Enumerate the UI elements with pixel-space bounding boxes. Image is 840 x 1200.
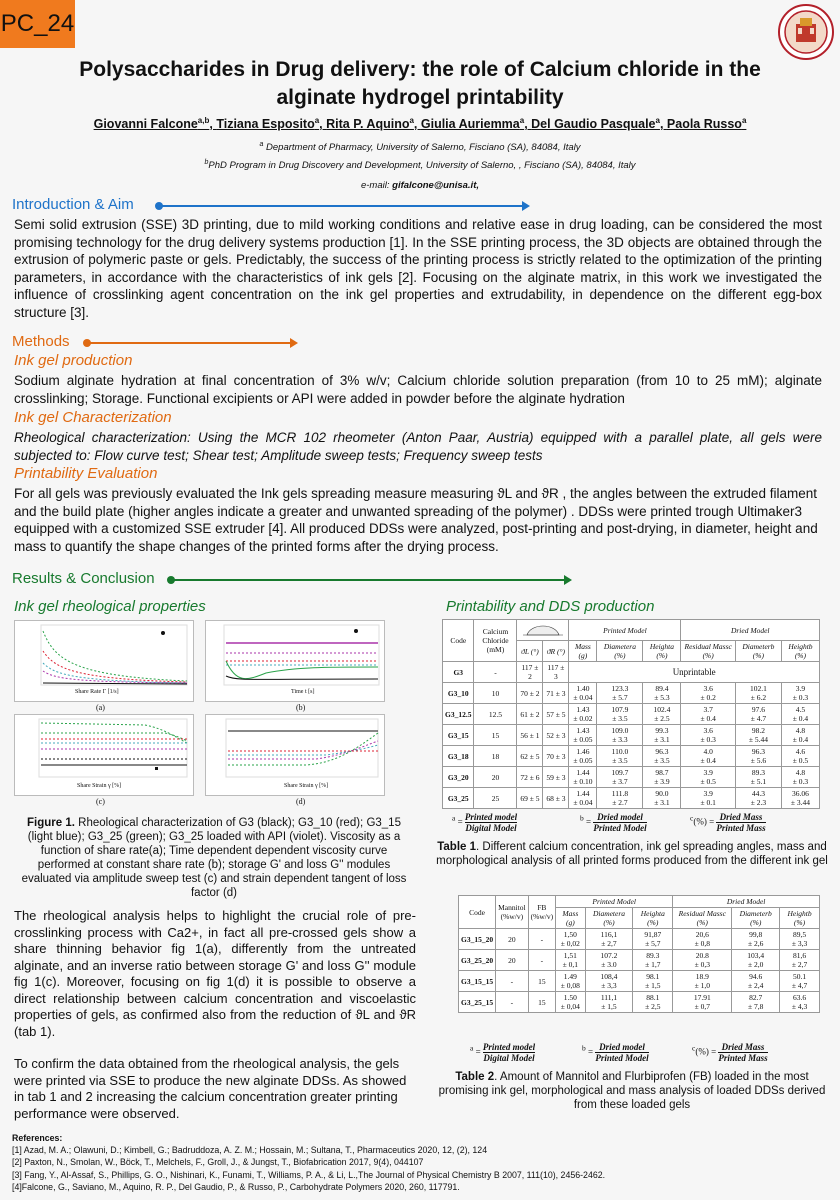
table1-cell-height: 102.4 ± 2.5 [643,704,681,725]
table2-header-fb [528,896,556,929]
table1-cell-dried-diameter: 97.6 ± 4.7 [735,704,781,725]
formula-a-num: Printed model [464,812,518,822]
table2-header-fb-text: FB [537,903,547,912]
table1-cell-diameter: 107.9 ± 3.5 [597,704,643,725]
methods-arrow-icon [86,342,296,344]
table1-header-diam: Diametera (%) [597,641,643,662]
table2-cell-fb: 15 [528,971,556,992]
table2-cell-mannitol: - [496,971,529,992]
references [12,1132,832,1193]
table2-header-resid: Residual Massc (%) [673,908,732,929]
table2-caption [432,1070,832,1112]
results-arrow-icon [170,579,570,581]
email-label: e-mail: [360,180,393,191]
reference-item: [4]Falcone, G., Saviano, M., Aquino, R. P., Del Gaudio, P., & Russo, P., Carbohydrate Polymers 2020, 260, 117791. [12,1181,460,1192]
table2-cell-mass: 1.49 ± 0,08 [556,971,586,992]
plot-a-label: (a) [96,703,105,712]
university-seal-icon [778,4,834,60]
table1-header-cacl-text: Calcium Chloride [482,627,509,645]
table1-row [443,725,820,746]
table1 [442,619,820,809]
table1-cell-dried-height: 4.8 ± 0.3 [781,767,819,788]
formula2-a-den: Digital Model [483,1053,535,1063]
section-heading-methods: Methods [12,333,70,350]
table1-cell-thetaR: 70 ± 3 [543,746,569,767]
table2-cell-residual-mass: 20.8 ± 0,3 [673,950,732,971]
formula2-c-num: Dried Mass [718,1042,767,1053]
table1-cell-height: 90.0 ± 3.1 [643,788,681,809]
table1-header-height: Heighta (%) [643,641,681,662]
figure1-caption-label: Figure 1. [27,817,75,829]
table2-header-diam: Diametera (%) [585,908,633,929]
methods-production-text: Sodium alginate hydration at final concentration of 3% w/v; Calcium chloride solution preparation (from 10 to 25 mM); alginate crosslinking; Storage. Functional excipients or API were added in powder before the alginate hydration [14,373,822,406]
table1-cell-residual-mass: 3.6 ± 0.2 [681,683,735,704]
table2-cell-residual-mass: 18.9 ± 1,0 [673,971,732,992]
plot-d-tan-delta-vs-strain [205,714,385,796]
table2-header-printed: Printed Model [556,896,673,908]
table1-cell-code: G3_20 [443,767,474,788]
table2-header-mannitol-text: Mannitol [498,903,526,912]
table1-cell-thetaR: 59 ± 3 [543,767,569,788]
plot-b-label: (b) [296,703,306,712]
table1-cell-mass: 1.46 ± 0.05 [569,746,597,767]
table2-cell-residual-mass: 20,6 ± 0,8 [673,929,732,950]
formula2-b-den: Printed Model [595,1053,649,1063]
table1-header-code: Code [443,620,474,662]
table2-cell-mannitol: 20 [496,950,529,971]
table1-cell-cacl: 10 [474,683,517,704]
plot-d-xlabel: Share Strain γ [%] [284,783,329,789]
affiliation-a-marker: a [259,141,264,148]
formula-a: $^a$ = $\frac{\text{Printed model}}{\text{Digital Model}}$ [452,812,518,833]
formula-a-sup: a [452,813,456,823]
formula2-c-den: Printed Mass [718,1053,768,1063]
table2-cell-height: 91,87 ± 5,7 [633,929,673,950]
affiliation-b-text: PhD Program in Drug Discovery and Development, University of Salerno, , Fisciano (SA), 84084, Italy [208,160,636,172]
table1-cell-thetaL: 70 ± 2 [517,683,543,704]
references-list [12,1144,832,1193]
table1-cell-residual-mass: 3.9 ± 0.1 [681,788,735,809]
figure1-caption-text: Rheological characterization of G3 (black); G3_10 (red); G3_15 (light blue); G3_25 (green); G3_25 loaded with API (violet). Viscosity as a function of share rate(a); Time dependent dependent viscosity curve performed at constant share rate (b); storage G' and loss G'' modules evaluated via amplitude sweep test (c) and strain dependent tangent of loss factor (d) [21,817,407,899]
poster-title: Polysaccharides in Drug delivery: the role of Calcium chloride in the alginate hydrogel printability [79,58,761,109]
author-affiliation-marker: a [314,116,320,125]
table2-cell-fb: 15 [528,992,556,1013]
table1-row [443,662,820,683]
reference-item: [1] Azad, M. A.; Olawuni, D.; Kimbell, G.; Badruddoza, A. Z. M.; Hossain, M.; Sultana, T., Pharmaceutics 2020, 12, (2), 124 [12,1145,488,1156]
table1-cell-code: G3 [443,662,474,683]
results-paragraph-2: To confirm the data obtained from the rheological analysis, the gels were printed via SSE to produce the new alginate DDSs. As showed in tab 1 and 2 increasing the calcium concentration greater printing performance were observed. [14,1056,407,1121]
reference-item: [2] Paxton, N., Smolan, W., Böck, T., Melchels, F., Groll, J., & Jungst, T., Biofabrication 2017, 9(4), 044107 [12,1157,424,1168]
table1-cell-thetaL: 72 ± 6 [517,767,543,788]
table1-cell-diameter: 109.7 ± 3.7 [597,767,643,788]
plot-b-xlabel: Time t [s] [291,689,315,695]
table1-cell-dried-diameter: 102.1 ± 6.2 [735,683,781,704]
table2-cell-dried-height: 50.1 ± 4,7 [780,971,820,992]
table2-header-code: Code [459,896,496,929]
table2-cell-code: G3_25_15 [459,992,496,1013]
table2-cell-mass: 1.50 ± 0,04 [556,992,586,1013]
affiliation-b [0,159,840,171]
plot-c-moduli-vs-strain [14,714,194,796]
table2-cell-diameter: 116,1 ± 2,7 [585,929,633,950]
table2-header-mannitol [496,896,529,929]
table2-cell-height: 89.3 ± 1,7 [633,950,673,971]
table1-cell-thetaR: 71 ± 3 [543,683,569,704]
table2 [458,895,820,1013]
table1-header-diam-b: Diameterb (%) [735,641,781,662]
table2-cell-fb: - [528,950,556,971]
intro-arrow-icon [158,205,528,207]
table1-cell-dried-diameter: 96.3 ± 5.6 [735,746,781,767]
table2-cell-code: G3_25_20 [459,950,496,971]
table1-cell-code: G3_10 [443,683,474,704]
table1-header-cacl [474,620,517,662]
table1-cell-diameter: 109.0 ± 3.3 [597,725,643,746]
formula-c-lhs: (%) = [693,816,715,827]
table1-row [443,683,820,704]
contact-email [0,180,840,191]
author-affiliation-marker: a,b [197,116,210,125]
author-name: Del Gaudio Pasquale [531,117,656,132]
author-name: Giovanni Falcone [93,117,198,132]
methods-sub-characterization: Ink gel Characterization [14,409,172,426]
table1-cell-cacl: 18 [474,746,517,767]
email-address[interactable]: gifalcone@unisa.it, [392,180,479,191]
results-paragraph-1: The rheological analysis helps to highlight the crucial role of pre-crosslinking process with Ca2+, in fact all pre-crossed gels show a share thinning behavior fig 1(a), differently from the untreated alginate, and an inverse ratio between storage G' and loss G'' module fig 1(c). Moreover, focusing on fig 1(d) it is possible to observe a direct relationship between calcium concentration and viscoelastic properties of gels, as confirmed also from the reduction of ϑL and ϑR (tab 1). [14,908,416,1039]
table2-cell-mannitol: 20 [496,929,529,950]
table1-cell-cacl: 25 [474,788,517,809]
table1-header-thetaL: ϑL (°) [517,641,543,662]
table1-cell-diameter: 111.8 ± 2.7 [597,788,643,809]
table1-cell-thetaR: 117 ± 3 [543,662,569,683]
table1-cell-thetaL: 62 ± 5 [517,746,543,767]
table1-cell-mass: 1.44 ± 0.10 [569,767,597,788]
table1-row [443,788,820,809]
section-heading-results: Results & Conclusion [12,570,155,587]
table1-cell-cacl: 20 [474,767,517,788]
table2-header-mannitol-unit: (%w/v) [500,912,524,921]
table2-header-fb-unit: (%w/v) [530,912,554,921]
methods-characterization-text: Rheological characterization: Using the MCR 102 rheometer (Anton Paar, Austria) equipped with a parallel plate, all gels were subjected to: Flow curve test; Shear test; Amplitude sweep tests; Frequency sweep tests [14,430,822,463]
table1-cell-cacl: 12.5 [474,704,517,725]
table1-header-dried: Dried Model [681,620,820,641]
table2-row [459,971,820,992]
formula2-a: $^a$ = $\frac{\text{Printed model}}{\text{Digital Model}}$ [470,1042,536,1063]
table1-header-cacl-unit: (mM) [486,645,505,654]
results-sub-printability: Printability and DDS production [446,598,655,615]
table2-cell-diameter: 108,4 ± 3,3 [585,971,633,992]
formula2-c [692,1042,768,1063]
table1-cell-code: G3_12.5 [443,704,474,725]
author-affiliation-marker: a [741,116,747,125]
formula-b-den: Printed Model [593,823,647,833]
table1-caption-label: Table 1 [437,841,477,853]
table1-cell-height: 96.3 ± 3.5 [643,746,681,767]
formula-a-den: Digital Model [465,823,517,833]
references-title: References: [12,1133,63,1143]
methods-sub-printability: Printability Evaluation [14,465,158,482]
section-heading-intro: Introduction & Aim [12,196,134,213]
methods-sub-production: Ink gel production [14,352,133,369]
table1-cell-height: 89.4 ± 5.3 [643,683,681,704]
author-name: Rita P. Aquino [326,117,410,132]
table2-cell-height: 98.1 ± 1,5 [633,971,673,992]
table1-cell-diameter: 110.0 ± 3.5 [597,746,643,767]
table2-cell-dried-height: 63.6 ± 4,3 [780,992,820,1013]
table2-cell-residual-mass: 17.91 ± 0,7 [673,992,732,1013]
table1-cell-dried-diameter: 98.2 ± 5.44 [735,725,781,746]
table1-cell-thetaL: 117 ± 2 [517,662,543,683]
results-sub-rheology: Ink gel rheological properties [14,598,206,615]
affiliation-a [0,141,840,153]
methods-printability-text: For all gels was previously evaluated the Ink gels spreading measure measuring ϑL and ϑR , the angles between the extruded filament and the build plate (higher angles indicate a greater and unwanted spreading of the polymer) . DDSs were printed trough Ultimaker3 equipped with a customized SSE extruder [4]. All produced DDSs were analyzed, post-printing and post-drying, in diameter, height and mass to quantify the shape changes of the printed forms after the drying process. [14,486,818,554]
table1-cell-code: G3_18 [443,746,474,767]
table1-cell-dried-height: 3.9 ± 0.3 [781,683,819,704]
table2-cell-dried-diameter: 82.7 ± 7,8 [732,992,780,1013]
table1-cell-mass: 1.43 ± 0.02 [569,704,597,725]
formula2-a-sup: a [470,1043,474,1053]
table1-cell-cacl: 15 [474,725,517,746]
table1-cell-dried-diameter: 89.3 ± 5.1 [735,767,781,788]
plot-a-viscosity-vs-shear-rate [14,620,194,702]
table1-header-thetaR: ϑR (°) [543,641,569,662]
formula-b-sup: b [580,813,584,823]
formula2-b-num: Dried model [595,1042,648,1053]
table2-cell-height: 88.1 ± 2,5 [633,992,673,1013]
table1-cell-thetaR: 52 ± 3 [543,725,569,746]
table1-cell-thetaR: 68 ± 3 [543,788,569,809]
droplet-angle-icon [523,621,563,637]
table1-cell-residual-mass: 4.0 ± 0.4 [681,746,735,767]
formula-c-num: Dried Mass [716,812,765,823]
affiliation-a-text: Department of Pharmacy, University of Salerno, Fisciano (SA), 84084, Italy [266,142,581,154]
table1-cell-dried-height: 4.8 ± 0.4 [781,725,819,746]
table1-cell-dried-height: 36.06 ± 3.44 [781,788,819,809]
table2-header-dried: Dried Model [673,896,820,908]
table2-cell-dried-height: 81,6 ± 2,7 [780,950,820,971]
plot-c-xlabel: Share Strain γ [%] [77,783,122,789]
table1-cell-height: 99.3 ± 3.1 [643,725,681,746]
table2-cell-dried-height: 89,5 ± 3,3 [780,929,820,950]
formula-c [690,812,766,833]
plot-c-label: (c) [96,797,105,806]
table1-cell-mass: 1.43 ± 0.05 [569,725,597,746]
table1-cell-mass: 1.44 ± 0.04 [569,788,597,809]
table1-droplet-icon [517,620,569,641]
table1-cell-dried-height: 4.6 ± 0.5 [781,746,819,767]
table1-header-resid: Residual Massc (%) [681,641,735,662]
table1-cell-mass: 1.40 ± 0.04 [569,683,597,704]
table1-header-mass: Mass (g) [569,641,597,662]
table2-header-mass: Mass (g) [556,908,586,929]
table2-caption-text: . Amount of Mannitol and Flurbiprofen (FB) loaded in the most promising ink gel, morphological and mass analysis of loaded DDSs derived from these loaded gels [438,1071,826,1111]
table2-header-height: Heighta (%) [633,908,673,929]
table1-row [443,704,820,725]
table1-cell-residual-mass: 3.7 ± 0.4 [681,704,735,725]
table1-row [443,746,820,767]
formula-c-sup: c [690,813,694,823]
plot-d-label: (d) [296,797,306,806]
table1-header-height-b: Heightb (%) [781,641,819,662]
author-name: Paola Russo [666,117,742,132]
formula-b: $^b$ = $\frac{\text{Dried model}}{\text{Printed Model}}$ [580,812,647,833]
table1-cell-dried-diameter: 44.3 ± 2.3 [735,788,781,809]
figure1-caption [14,816,414,900]
table1-cell-thetaL: 56 ± 1 [517,725,543,746]
table1-cell-dried-height: 4.5 ± 0.4 [781,704,819,725]
table2-row [459,929,820,950]
reference-item: [3] Fang, Y., Al-Assaf, S., Phillips, G. O., Nishinari, K., Funami, T., Williams, P. A., & Li, L.,The Journal of Physical Chemistry B 2007, 111(10), 2456-2462. [12,1169,606,1180]
table2-header-height-b: Heightb (%) [780,908,820,929]
author-affiliation-marker: a [519,116,525,125]
table2-caption-label: Table 2 [455,1071,495,1083]
table2-cell-diameter: 111,1 ± 1,5 [585,992,633,1013]
table2-cell-diameter: 107.2 ± 3.0 [585,950,633,971]
author-affiliation-marker: a [409,116,414,125]
table2-cell-code: G3_15_20 [459,929,496,950]
formula-b-num: Dried model [593,812,646,823]
table1-cell-cacl: - [474,662,517,683]
plot-b-viscosity-vs-time [205,620,385,702]
table2-cell-dried-diameter: 99,8 ± 2,6 [732,929,780,950]
table1-cell-thetaL: 61 ± 2 [517,704,543,725]
table2-row [459,992,820,1013]
poster-code-badge: PC_24 [0,0,75,48]
table1-cell-thetaR: 57 ± 5 [543,704,569,725]
table2-cell-dried-diameter: 103,4 ± 2,0 [732,950,780,971]
table2-cell-fb: - [528,929,556,950]
author-name: Tiziana Esposito [216,117,315,132]
table1-cell-code: G3_15 [443,725,474,746]
formula-c-den: Printed Mass [716,823,766,833]
table2-container [458,895,820,1013]
formula2-b-sup: b [582,1043,586,1053]
table2-row [459,950,820,971]
formula2-c-sup: c [692,1043,696,1053]
table2-cell-mannitol: - [496,992,529,1013]
table1-cell-residual-mass: 3.9 ± 0.5 [681,767,735,788]
table1-cell-unprintable: Unprintable [569,662,820,683]
formula2-b: $^b$ = $\frac{\text{Dried model}}{\text{Printed Model}}$ [582,1042,649,1063]
table1-header-printed: Printed Model [569,620,681,641]
author-list: Giovanni Falcone$^{a,b}$, Tiziana Esposito$^a$, Rita P. Aquino$^a$, Giulia Auriemma$^a$, Del Gaudio Pasquale$^a$, Paola Russo$^a$ [93,116,747,132]
table1-cell-thetaL: 69 ± 5 [517,788,543,809]
table2-cell-mass: 1,51 ± 0,1 [556,950,586,971]
table1-cell-diameter: 123.3 ± 5.7 [597,683,643,704]
table1-caption-text: . Different calcium concentration, ink gel spreading angles, mass and morphological analysis of all printed forms produced from the different ink gel [436,841,828,867]
formula2-a-num: Printed model [482,1042,536,1052]
table2-cell-code: G3_15_15 [459,971,496,992]
intro-paragraph: Semi solid extrusion (SSE) 3D printing, due to mild working conditions and relative ease in drug loading, can be considered the most promising technology for the drug delivery systems production [1]. In the SSE printing process, the 3D objects are obtained through the extrusion of polymeric paste or gels. Predictably, the success of the printing process is strictly related to the optimization of the printing parameters, in accordance with the characteristics of ink gels [2]. Focusing on the alginate matrix, in this work we investigated the influence of crosslinking agent concentration on the ink gel properties and extrudability, in dependence on the different egg-box structure [3]. [14,217,822,320]
table1-caption [432,840,832,868]
plot-a-xlabel: Share Rate Γ [1/s] [75,689,119,695]
table1-cell-height: 98.7 ± 3.9 [643,767,681,788]
table2-cell-mass: 1,50 ± 0,02 [556,929,586,950]
formula2-c-lhs: (%) = [695,1046,717,1057]
table1-cell-code: G3_25 [443,788,474,809]
author-affiliation-marker: a [655,116,660,125]
affiliation-b-marker: b [204,159,209,166]
author-name: Giulia Auriemma [420,117,520,132]
table2-header-diam-b: Diameterb (%) [732,908,780,929]
table1-cell-residual-mass: 3.6 ± 0.3 [681,725,735,746]
table1-container [442,619,820,809]
table2-cell-dried-diameter: 94.6 ± 2,4 [732,971,780,992]
table1-row [443,767,820,788]
